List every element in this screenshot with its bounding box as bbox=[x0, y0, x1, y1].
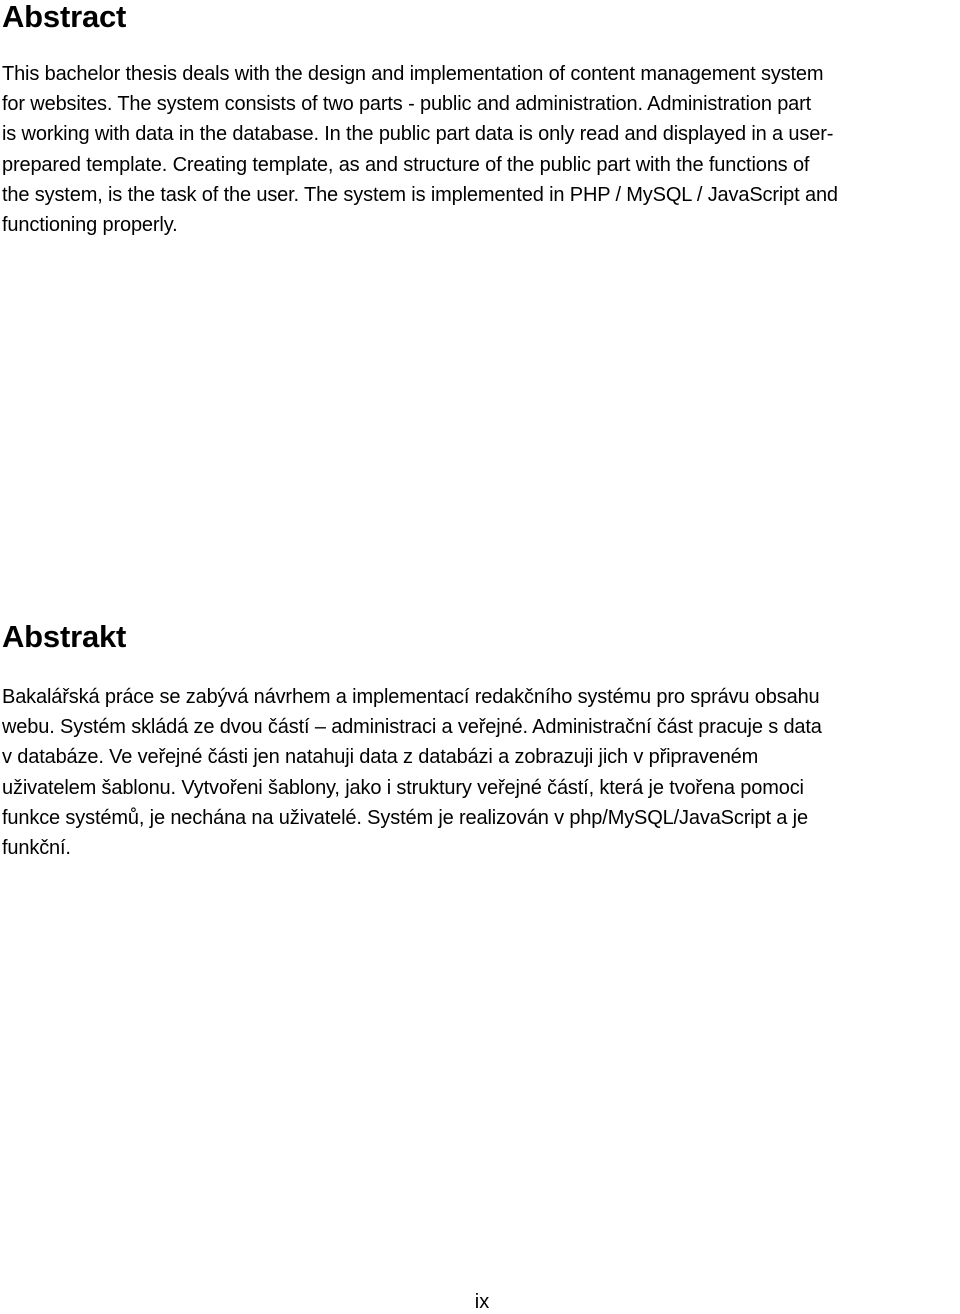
abstrakt-line: funkční. bbox=[2, 837, 71, 860]
abstrakt-heading: Abstrakt bbox=[2, 619, 127, 654]
abstract-line: prepared template. Creating template, as and structure of the public part with the functions of bbox=[2, 153, 810, 176]
abstrakt-line: uživatelem šablonu. Vytvořeni šablony, jako i struktury veřejné částí, která je tvořena pomoci bbox=[2, 776, 804, 799]
abstrakt-line: v databáze. Ve veřejné části jen natahuji data z databázi a zobrazuji jich v připraveném bbox=[2, 746, 759, 769]
abstract-heading: Abstract bbox=[2, 0, 127, 34]
abstract-line: for websites. The system consists of two parts - public and administration. Administration part bbox=[2, 93, 812, 116]
page-number: ix bbox=[474, 1291, 490, 1313]
abstrakt-line: webu. Systém skládá ze dvou částí – administraci a veřejné. Administrační část pracuje s data bbox=[2, 716, 822, 739]
abstrakt-line: funkce systémů, je nechána na uživatelé. Systém je realizován v php/MySQL/JavaScript a je bbox=[2, 806, 808, 829]
abstrakt-line: Bakalářská práce se zabývá návrhem a implementací redakčního systému pro správu obsahu bbox=[2, 686, 820, 708]
abstract-paragraph bbox=[2, 59, 958, 240]
abstract-line: is working with data in the database. In the public part data is only read and displayed in a user- bbox=[2, 123, 834, 146]
abstract-line: This bachelor thesis deals with the design and implementation of content management system bbox=[2, 63, 824, 85]
abstrakt-paragraph bbox=[2, 682, 958, 863]
abstract-line: functioning properly. bbox=[2, 214, 178, 237]
abstract-line: the system, is the task of the user. The system is implemented in PHP / MySQL / JavaScript and bbox=[2, 183, 838, 206]
